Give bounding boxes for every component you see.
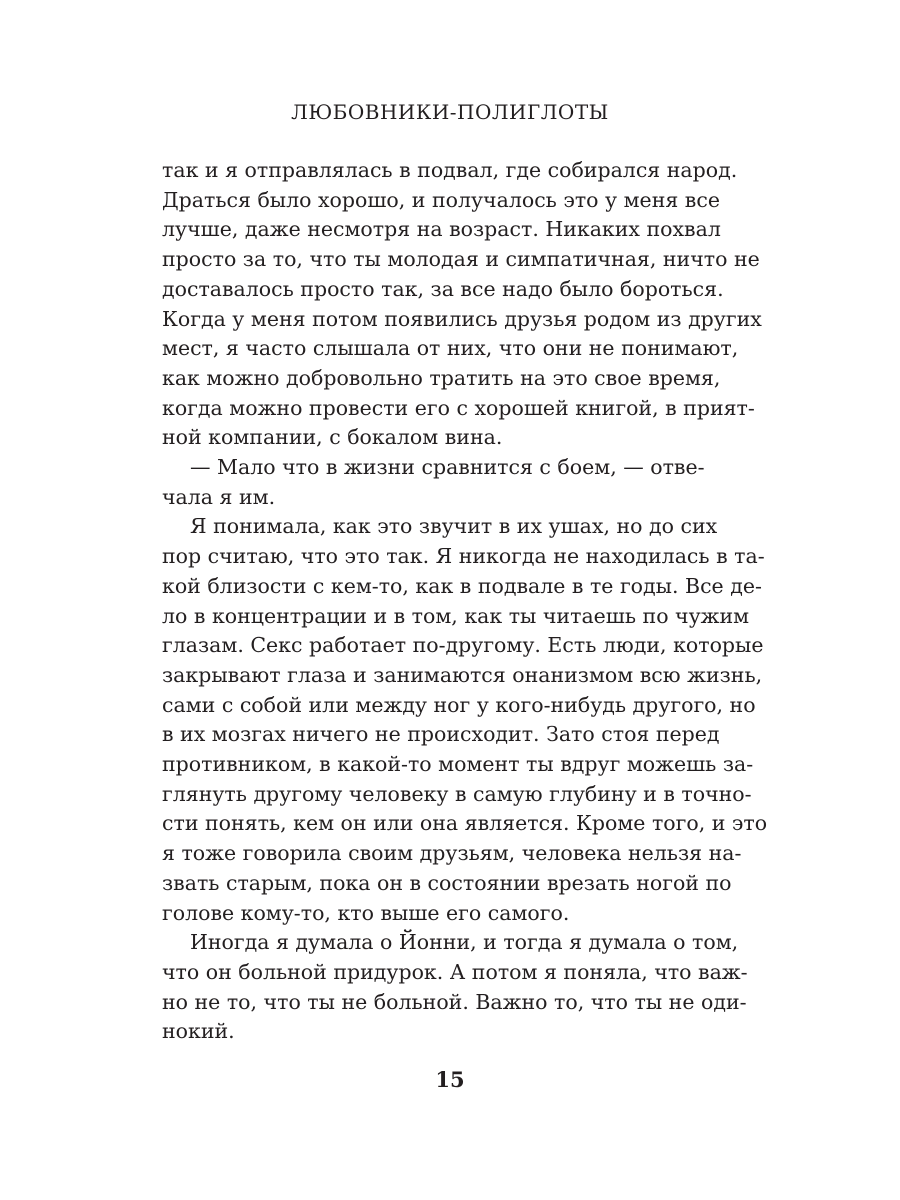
page-number: 15 — [435, 1067, 465, 1092]
text-line: кой близости с кем-то, как в подвале в те годы. Все де- — [162, 573, 762, 598]
text-line: мест, я часто слышала от них, что они не понимают, — [162, 336, 739, 361]
text-line: закрывают глаза и занимаются онанизмом всю жизнь, — [162, 662, 763, 687]
text-line: сти понять, кем он или она является. Кроме того, и это — [162, 811, 768, 836]
text-line: противником, в какой-то момент ты вдруг можешь за- — [162, 752, 754, 777]
text-line: глазам. Секс работает по-другому. Есть люди, которые — [162, 633, 764, 658]
paragraph — [162, 928, 748, 1047]
text-line: просто за то, что ты молодая и симпатичная, ничто не — [162, 247, 760, 272]
text-line: голове кому-то, кто выше его самого. — [162, 900, 570, 925]
text-line: когда можно провести его с хорошей книгой, в прият- — [162, 395, 755, 420]
text-line: ло в концентрации и в том, как ты читаешь по чужим — [162, 603, 750, 628]
body-text — [162, 156, 768, 1047]
text-line: Драться было хорошо, и получалось это у меня все — [162, 187, 720, 212]
text-line: доставалось просто так, за все надо было бороться. — [162, 276, 724, 301]
text-line: как можно добровольно тратить на это свое время, — [162, 365, 721, 390]
text-line: в их мозгах ничего не происходит. Зато стоя перед — [162, 722, 720, 747]
paragraph — [162, 156, 762, 453]
text-line: Иногда я думала о Йонни, и тогда я думала о том, — [190, 930, 739, 955]
text-line: пор считаю, что это так. Я никогда не находилась в та- — [162, 544, 765, 569]
text-line: ной компании, с бокалом вина. — [162, 425, 503, 450]
text-line: глянуть другому человеку в самую глубину и в точно- — [162, 781, 752, 806]
text-line: сами с собой или между ног у кого-нибудь другого, но — [162, 692, 756, 717]
running-head: ЛЮБОВНИКИ-ПОЛИГЛОТЫ — [291, 100, 609, 124]
text-line: лучше, даже несмотря на возраст. Никаких похвал — [162, 217, 721, 242]
text-line: звать старым, пока он в состоянии врезать ногой по — [162, 870, 732, 895]
text-line: чала я им. — [162, 484, 276, 509]
text-line: — Мало что в жизни сравнится с боем, — отве- — [190, 455, 705, 480]
text-line: Я понимала, как это звучит в их ушах, но до сих — [190, 514, 718, 539]
paragraph — [162, 453, 705, 512]
text-line: но не то, что ты не больной. Важно то, что ты не оди- — [162, 989, 747, 1014]
text-line: так и я отправлялась в подвал, где собирался народ. — [162, 158, 738, 182]
text-line: я тоже говорила своим друзьям, человека нельзя на- — [162, 841, 742, 866]
paragraph — [162, 512, 768, 928]
text-line: что он больной придурок. А потом я поняла, что важ- — [162, 959, 748, 984]
text-line: нокий. — [162, 1019, 235, 1044]
text-line: Когда у меня потом появились друзья родом из других — [162, 306, 762, 331]
